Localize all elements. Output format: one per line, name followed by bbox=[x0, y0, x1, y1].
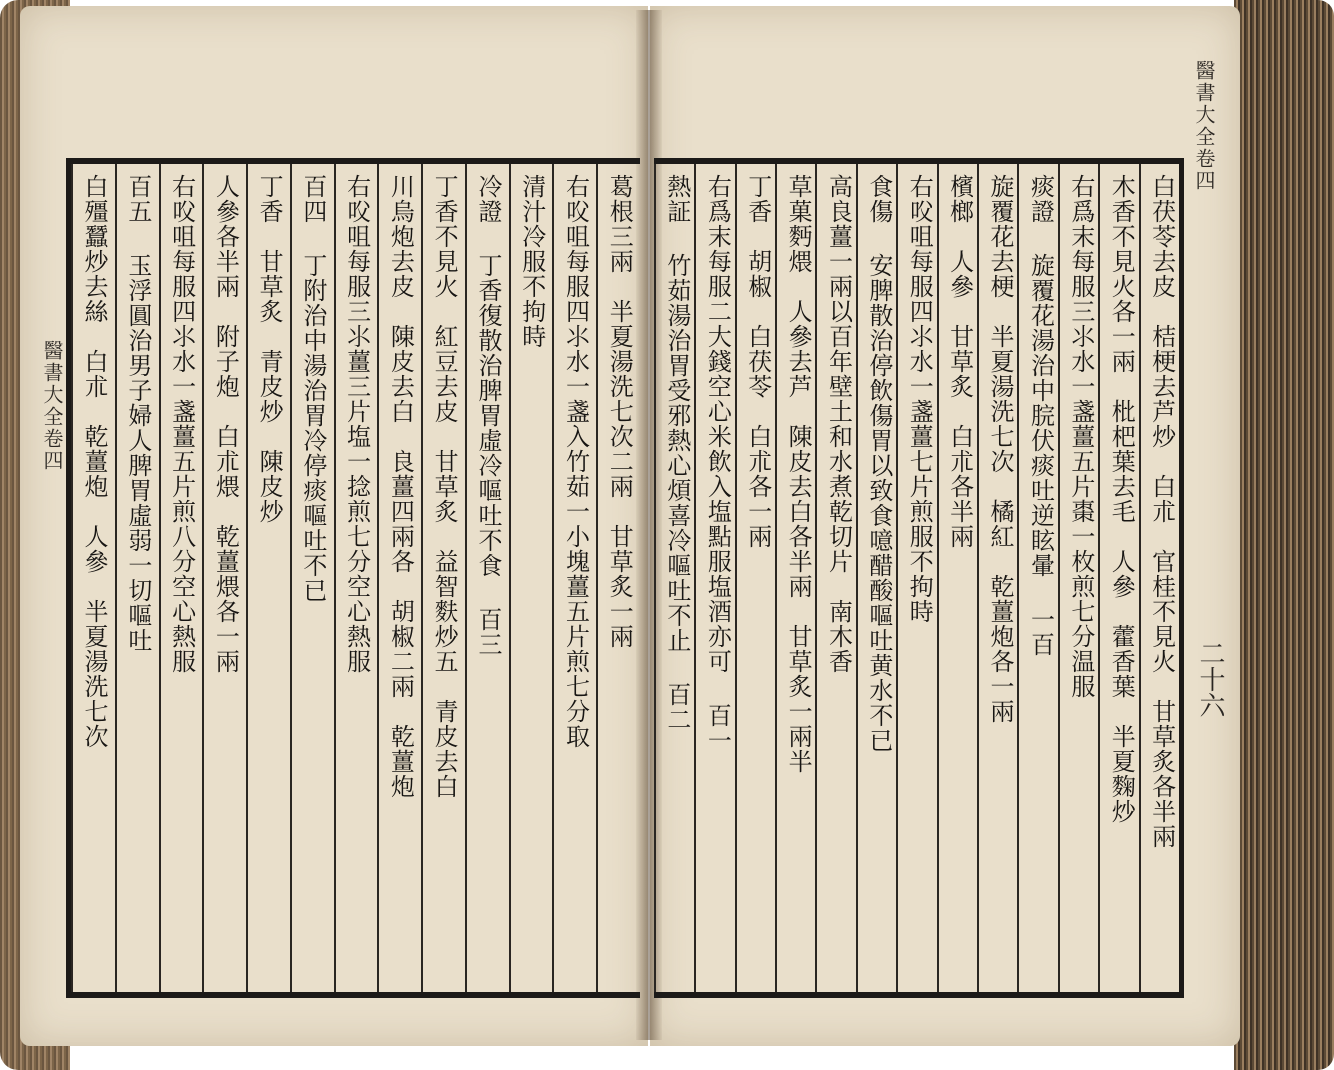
left-text-frame bbox=[66, 158, 640, 998]
text-column: 旋覆花去梗 半夏湯洗七次 橘紅 乾薑炮各一兩 bbox=[977, 164, 1017, 992]
text-column: 熱証 竹茹湯治胃受邪熱心煩喜冷嘔吐不止 百二 bbox=[654, 164, 694, 992]
text-column: 丁香不見火 紅豆去皮 甘草炙 益智麩炒五 青皮去白 bbox=[421, 164, 465, 992]
text-column: 白殭蠶炒去絲 白朮 乾薑炮 人參 半夏湯洗七次 bbox=[71, 164, 115, 992]
text-column: 人參各半兩 附子炮 白朮煨 乾薑煨各一兩 bbox=[202, 164, 246, 992]
text-column: 白茯苓去皮 桔梗去芦炒 白朮 官桂不見火 甘草炙各半兩 bbox=[1139, 164, 1179, 992]
text-column: 痰證 旋覆花湯治中脘伏痰吐逆眩暈 一百 bbox=[1017, 164, 1057, 992]
text-column: 丁香 甘草炙 青皮炒 陳皮炒 bbox=[246, 164, 290, 992]
text-column: 右爲末每服二大錢空心米飲入塩點服塩酒亦可 百一 bbox=[694, 164, 734, 992]
text-column: 右爲末每服三⺢水一盞薑五片棗一枚煎七分温服 bbox=[1058, 164, 1098, 992]
text-column: 百五 玉浮圓治男子婦人脾胃虛弱一切嘔吐 bbox=[115, 164, 159, 992]
text-column: 右㕮咀每服四⺢水一盞薑五片煎八分空心熱服 bbox=[159, 164, 203, 992]
text-column: 食傷 安脾散治停飲傷胃以致食噫醋酸嘔吐黄水不已 bbox=[856, 164, 896, 992]
text-column: 葛根三兩 半夏湯洗七次二兩 甘草炙一兩 bbox=[596, 164, 640, 992]
text-column: 百四 丁附治中湯治胃冷停痰嘔吐不已 bbox=[290, 164, 334, 992]
text-column: 右㕮咀每服四⺢水一盞薑七片煎服不拘時 bbox=[896, 164, 936, 992]
left-fold-label: 醫書大全卷四 bbox=[40, 340, 64, 472]
text-column: 檳榔 人參 甘草炙 白朮各半兩 bbox=[937, 164, 977, 992]
text-column: 丁香 胡椒 白茯苓 白朮各一兩 bbox=[735, 164, 775, 992]
text-column: 高良薑一兩以百年壁土和水煮乾切片 南木香 bbox=[815, 164, 855, 992]
text-column: 川烏炮去皮 陳皮去白 良薑四兩各 胡椒二兩 乾薑炮 bbox=[377, 164, 421, 992]
text-column: 草菓麪煨 人參去芦 陳皮去白各半兩 甘草炙一兩半 bbox=[775, 164, 815, 992]
folio-number: 二十六 bbox=[1195, 640, 1225, 718]
text-column: 右㕮咀每服四⺢水一盞入竹茹一小塊薑五片煎七分取 bbox=[552, 164, 596, 992]
text-column: 清汁冷服不拘時 bbox=[509, 164, 553, 992]
right-fold-label: 醫書大全卷四 bbox=[1192, 60, 1216, 192]
text-column: 右㕮咀每服三⺢薑三片塩一捻煎七分空心熱服 bbox=[334, 164, 378, 992]
text-column: 冷證 丁香復散治脾胃虛冷嘔吐不食 百三 bbox=[465, 164, 509, 992]
right-text-frame bbox=[654, 158, 1184, 998]
right-page-stack bbox=[1234, 0, 1334, 1070]
text-column: 木香不見火各一兩 枇杷葉去毛 人參 藿香葉 半夏麴炒 bbox=[1098, 164, 1138, 992]
